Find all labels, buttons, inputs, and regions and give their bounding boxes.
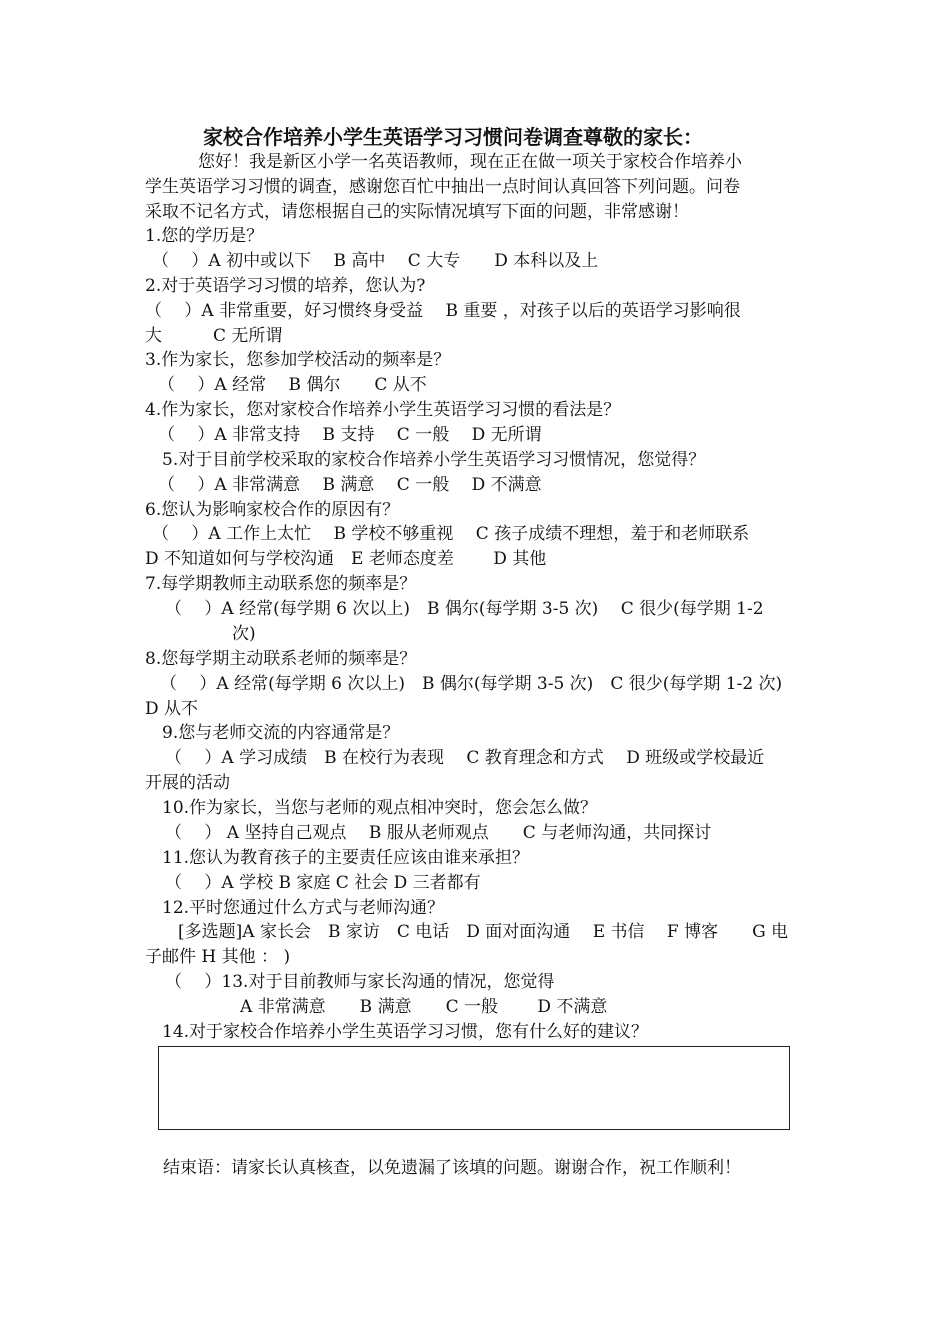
question-1-options[interactable]: （ ）A 初中或以下 B 高中 C 大专 D 本科以及上 [152, 251, 599, 271]
question-6-options-cont[interactable]: D 不知道如何与学校沟通 E 老师态度差 D 其他 [145, 549, 547, 569]
question-3-options[interactable]: （ ）A 经常 B 偶尔 C 从不 [158, 375, 427, 395]
question-9-options[interactable]: （ ）A 学习成绩 B 在校行为表现 C 教育理念和方式 D 班级或学校最近 [165, 748, 765, 768]
intro-line-3: 采取不记名方式，请您根据自己的实际情况填写下面的问题，非常感谢！ [145, 202, 689, 222]
question-2-options[interactable]: （ ）A 非常重要，好习惯终身受益 B 重要 ，对孩子以后的英语学习影响很 [145, 301, 741, 321]
question-2-options-cont[interactable]: 大 C 无所谓 [145, 326, 283, 346]
question-14: 14.对于家校合作培养小学生英语学习习惯，您有什么好的建议？ [162, 1022, 649, 1042]
question-3: 3.作为家长，您参加学校活动的频率是？ [145, 350, 451, 370]
question-11-options[interactable]: （ ）A 学校 B 家庭 C 社会 D 三者都有 [165, 873, 481, 893]
page-title: 家校合作培养小学生英语学习习惯问卷调查尊敬的家长： [203, 125, 703, 149]
question-7-options[interactable]: （ ）A 经常(每学期 6 次以上) B 偶尔(每学期 3-5 次) C 很少(每学期 1-2 [165, 599, 764, 619]
question-1: 1.您的学历是？ [145, 226, 264, 246]
question-11: 11.您认为教育孩子的主要责任应该由谁来承担？ [162, 848, 530, 868]
question-13: （ ）13.对于目前教师与家长沟通的情况，您觉得 [165, 972, 555, 992]
suggestion-answer-box[interactable] [158, 1046, 790, 1130]
question-10-options[interactable]: （ ） A 坚持自己观点 B 服从老师观点 C 与老师沟通，共同探讨 [165, 823, 712, 843]
question-8-options[interactable]: （ ）A 经常(每学期 6 次以上) B 偶尔(每学期 3-5 次) C 很少(每学期 1-2 次) [160, 674, 783, 694]
question-4-options[interactable]: （ ）A 非常支持 B 支持 C 一般 D 无所谓 [158, 425, 542, 445]
question-2: 2.对于英语学习习惯的培养，您认为? [145, 276, 426, 296]
question-9: 9.您与老师交流的内容通常是？ [162, 723, 400, 743]
question-4: 4.作为家长，您对家校合作培养小学生英语学习习惯的看法是？ [145, 400, 621, 420]
intro-line-1: 您好！我是新区小学一名英语教师，现在正在做一项关于家校合作培养小 [198, 152, 742, 172]
intro-line-2: 学生英语学习习惯的调查，感谢您百忙中抽出一点时间认真回答下列问题。问卷 [145, 177, 740, 197]
question-10: 10.作为家长，当您与老师的观点相冲突时，您会怎么做？ [162, 798, 598, 818]
question-13-options[interactable]: A 非常满意 B 满意 C 一般 D 不满意 [240, 997, 608, 1017]
question-12-options-cont[interactable]: 子邮件 H 其他 ： ) [145, 947, 291, 967]
question-8: 8.您每学期主动联系老师的频率是？ [145, 649, 417, 669]
question-6: 6.您认为影响家校合作的原因有？ [145, 500, 400, 520]
question-5-options[interactable]: （ ）A 非常满意 B 满意 C 一般 D 不满意 [158, 475, 542, 495]
question-12: 12.平时您通过什么方式与老师沟通？ [162, 898, 445, 918]
closing-remark: 结束语：请家长认真核查，以免遗漏了该填的问题。谢谢合作，祝工作顺利！ [163, 1158, 741, 1178]
question-7-options-cont[interactable]: 次) [232, 624, 256, 644]
question-6-options[interactable]: （ ）A 工作上太忙 B 学校不够重视 C 孩子成绩不理想，羞于和老师联系 [152, 524, 750, 544]
question-5: 5.对于目前学校采取的家校合作培养小学生英语学习习惯情况，您觉得？ [162, 450, 706, 470]
question-7: 7.每学期教师主动联系您的频率是？ [145, 574, 417, 594]
question-9-options-cont[interactable]: 开展的活动 [145, 773, 230, 793]
question-12-options[interactable]: [多选题]A 家长会 B 家访 C 电话 D 面对面沟通 E 书信 F 博客 G 电 [178, 922, 789, 942]
question-8-options-cont[interactable]: D 从不 [145, 699, 199, 719]
